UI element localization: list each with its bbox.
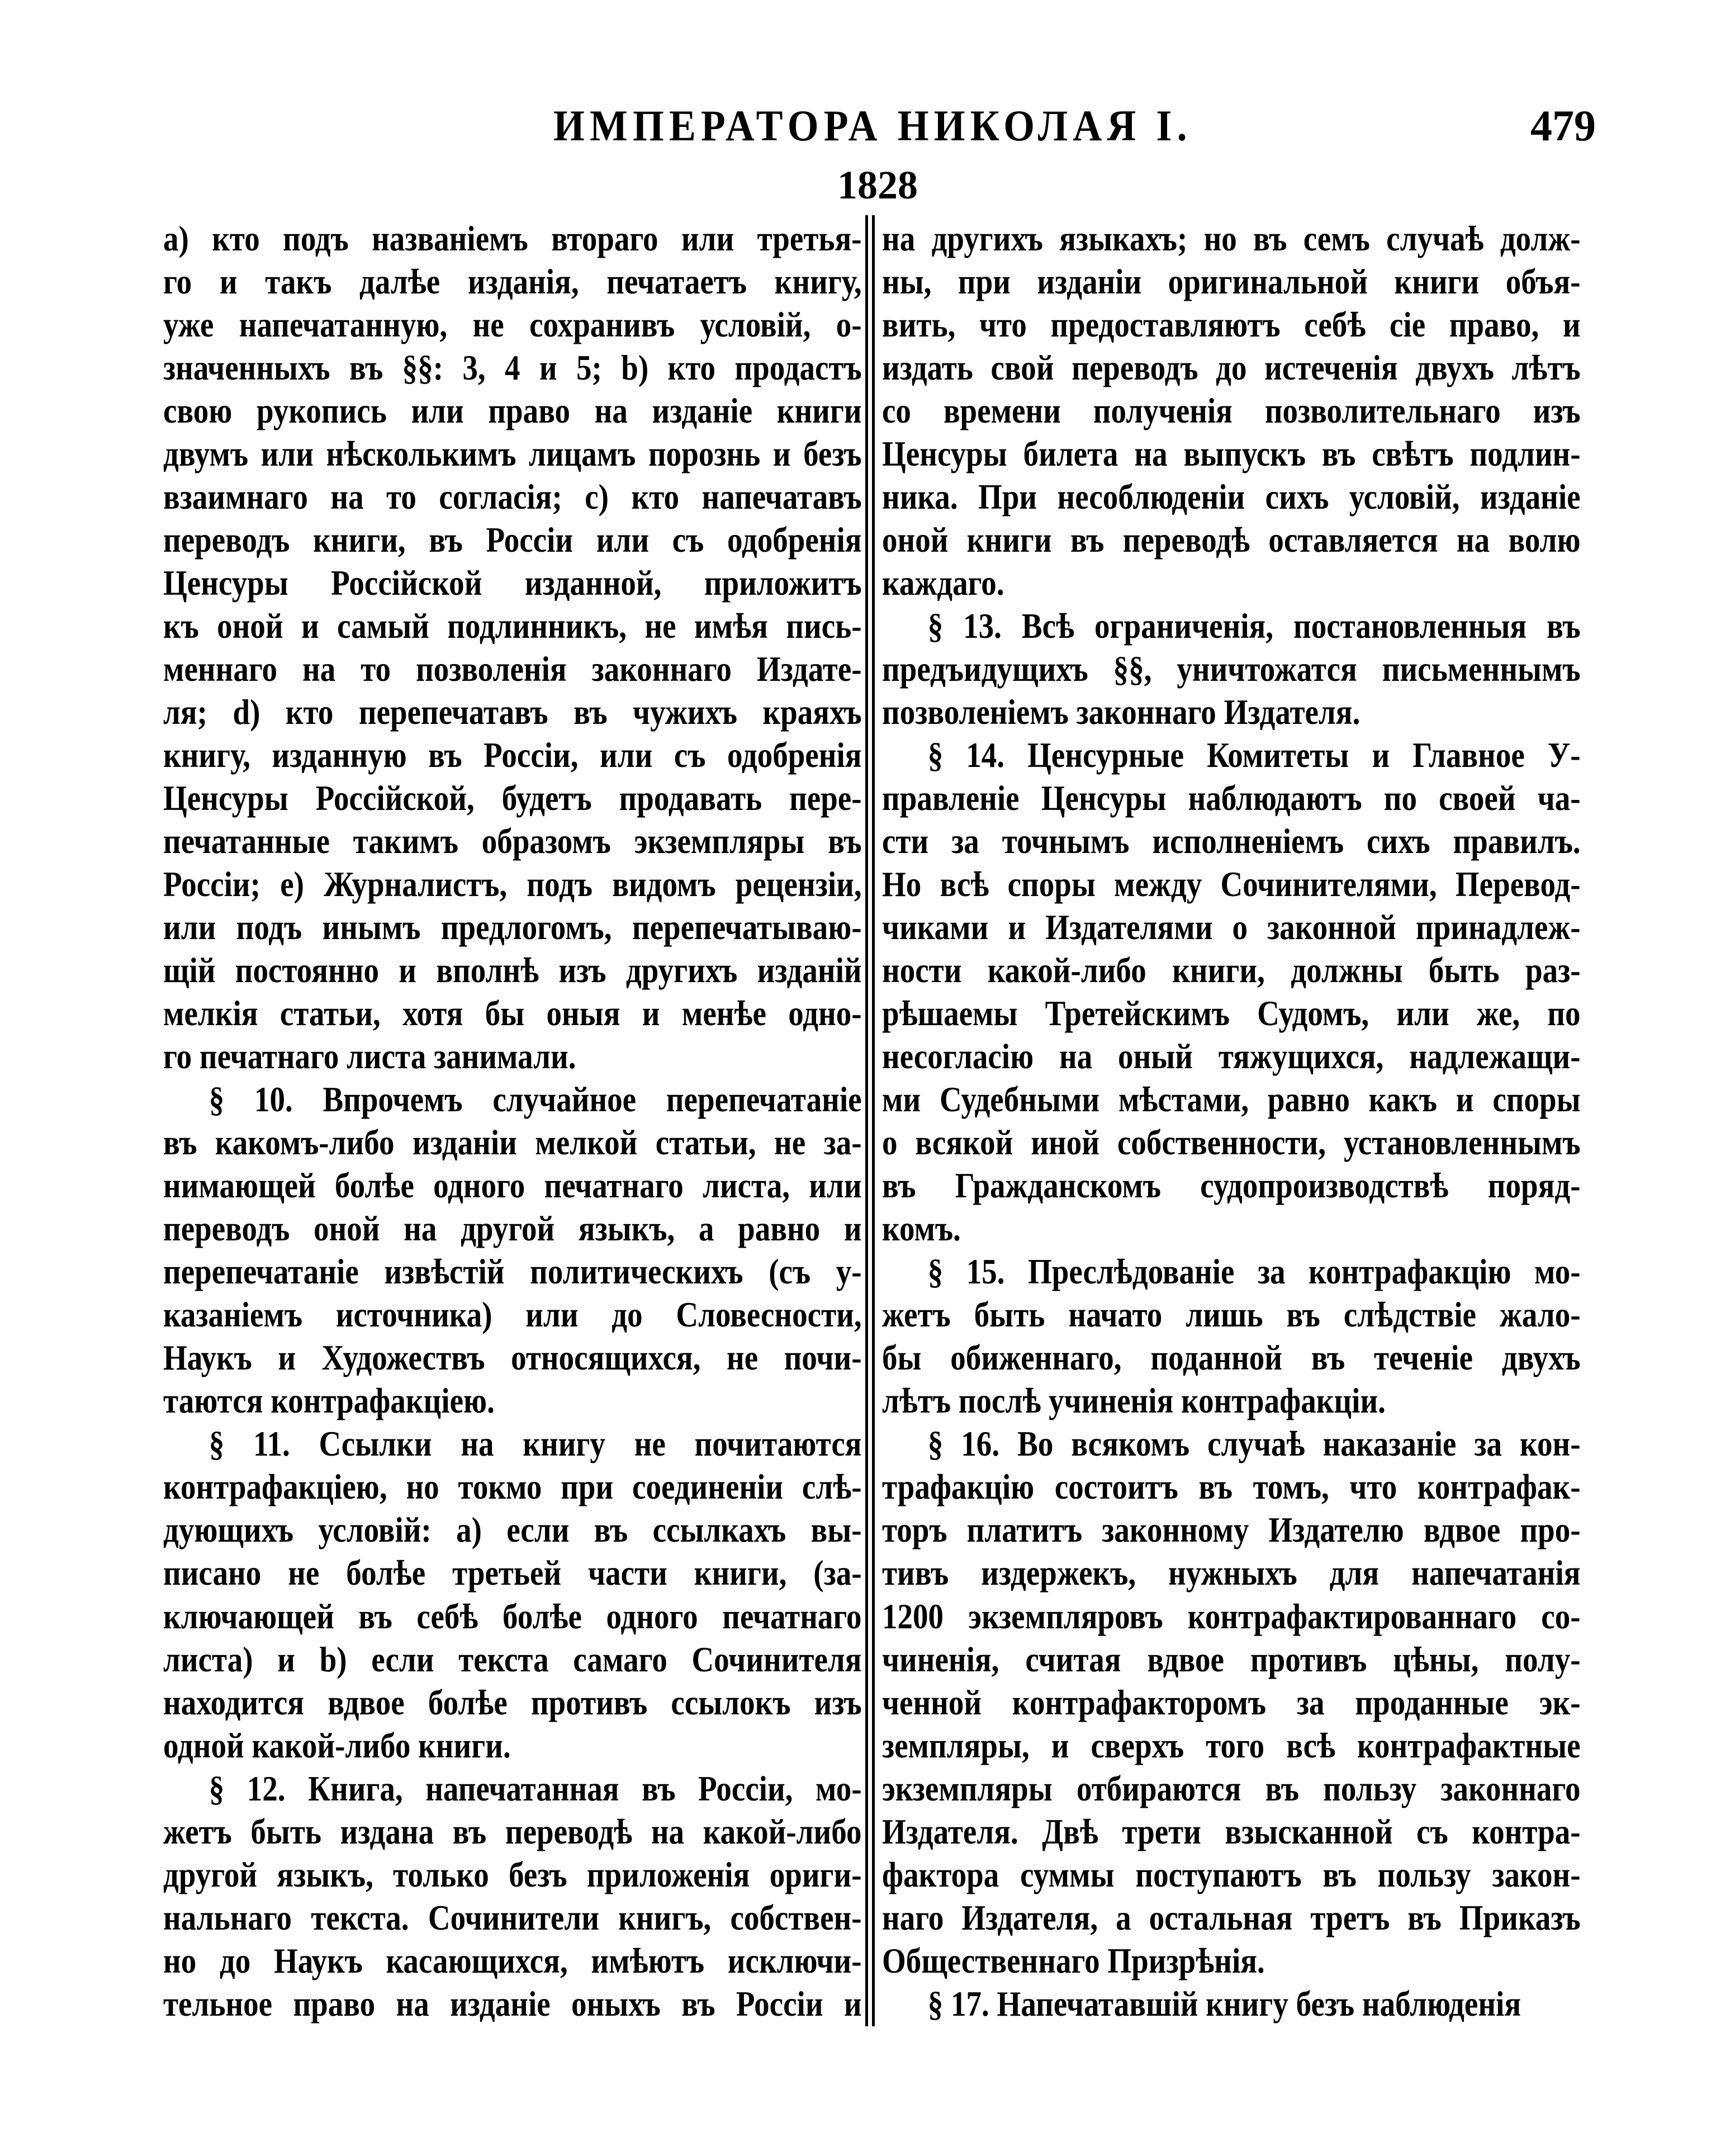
text-line: взаимнаго на то согласія; c) кто напечатавъ xyxy=(163,477,862,517)
text-line: печатанные такимъ образомъ экземпляры въ xyxy=(163,821,862,861)
text-line: перепечатаніе извѣстій политическихъ (съ у- xyxy=(163,1252,862,1292)
text-line: одной какой-либо книги. xyxy=(163,1725,511,1765)
text-line: уже напечатанную, не сохранивъ условій, о- xyxy=(163,305,862,345)
text-line: о всякой иной собственности, установленнымъ xyxy=(882,1122,1581,1163)
text-line: трафакцію состоитъ въ томъ, что контрафак- xyxy=(882,1467,1581,1507)
text-line: меннаго на то позволенія законнаго Издате- xyxy=(163,649,862,689)
text-line: чиненія, считая вдвое противъ цѣны, полу- xyxy=(882,1639,1581,1679)
paragraph-start-line: § 17. Напечатавшій книгу безъ наблюденія xyxy=(927,1983,1521,2024)
text-line: Ценсуры билета на выпускъ въ свѣтъ подлин- xyxy=(882,434,1581,474)
text-line: Но всѣ споры между Сочинителями, Перевод- xyxy=(882,864,1581,904)
text-line: нальнаго текста. Сочинители книгъ, собствен- xyxy=(163,1897,862,1937)
text-line: контрафакціею, но токмо при соединеніи слѣ- xyxy=(163,1467,862,1507)
text-line: Издателя. Двѣ трети взысканной съ контра- xyxy=(882,1811,1581,1851)
text-line: ника. При несоблюденіи сихъ условій, изданіе xyxy=(882,477,1581,517)
paragraph-start-line: § 15. Преслѣдованіе за контрафакцію мо- xyxy=(927,1252,1581,1292)
text-line: бы обиженнаго, поданной въ теченіе двухъ xyxy=(882,1338,1581,1378)
paragraph-start-line: § 10. Впрочемъ случайное перепечатаніе xyxy=(208,1079,862,1120)
paragraph-start-line: § 16. Во всякомъ случаѣ наказаніе за кон- xyxy=(927,1424,1581,1464)
text-line: жетъ быть начато лишь въ слѣдствіе жало- xyxy=(882,1295,1581,1335)
text-line: дующихъ условій: a) если въ ссылкахъ вы- xyxy=(163,1510,862,1550)
text-line: экземпляры отбираются въ пользу законнаго xyxy=(882,1768,1581,1808)
text-line: Россіи; e) Журналистъ, подъ видомъ рецензіи, xyxy=(163,864,862,904)
right-column xyxy=(882,217,1581,2025)
divider-rule xyxy=(865,215,868,2026)
text-line: Ценсуры Россійской изданной, приложитъ xyxy=(163,563,862,603)
text-line: щій постоянно и вполнѣ изъ другихъ изданій xyxy=(163,950,862,991)
text-line: ключающей въ себѣ болѣе одного печатнаго xyxy=(163,1596,862,1636)
text-line: 1200 экземпляровъ контрафактированнаго со- xyxy=(882,1596,1581,1636)
divider-rule xyxy=(872,215,875,2026)
text-line: каждаго. xyxy=(882,563,1004,603)
text-line: жетъ быть издана въ переводѣ на какой-либо xyxy=(163,1811,862,1851)
text-line: вить, что предоставляютъ себѣ сіе право, и xyxy=(882,305,1581,345)
text-line: къ оной и самый подлинникъ, не имѣя пись- xyxy=(163,606,862,646)
text-line: a) кто подъ названіемъ втораго или третья- xyxy=(163,219,862,258)
text-line: значенныхъ въ §§: 3, 4 и 5; b) кто продастъ xyxy=(163,348,862,388)
text-line: издать свой переводъ до истеченія двухъ лѣтъ xyxy=(882,348,1581,388)
text-line: казаніемъ источника) или до Словесности, xyxy=(163,1295,862,1335)
text-line: го печатнаго листа занимали. xyxy=(163,1036,576,1077)
text-line: комъ. xyxy=(882,1209,961,1249)
page-header xyxy=(0,101,1735,162)
text-line: чиками и Издателями о законной принадлеж- xyxy=(882,907,1581,947)
text-line: тельное право на изданіе оныхъ въ Россіи и xyxy=(163,1983,862,2024)
paragraph-start-line: § 12. Книга, напечатанная въ Россіи, мо- xyxy=(208,1768,862,1808)
text-line: Общественнаго Призрѣнія. xyxy=(882,1940,1265,1980)
running-title: ИМПЕРАТОРА НИКОЛАЯ I. xyxy=(553,101,1192,150)
text-line: другой языкъ, только безъ приложенія ориги- xyxy=(163,1854,862,1894)
text-line: ности какой-либо книги, должны быть раз- xyxy=(882,950,1581,991)
text-line: оной книги въ переводѣ оставляется на волю xyxy=(882,520,1581,560)
text-line: въ какомъ-либо изданіи мелкой статьи, не за- xyxy=(163,1122,862,1163)
text-line: лѣтъ послѣ учиненія контрафакціи. xyxy=(882,1381,1386,1421)
text-line: Наукъ и Художествъ относящихся, не почи- xyxy=(163,1338,862,1378)
text-line: земпляры, и сверхъ того всѣ контрафактные xyxy=(882,1725,1581,1765)
left-column xyxy=(163,217,862,2025)
text-line: на другихъ языкахъ; но въ семъ случаѣ долж- xyxy=(882,219,1581,258)
text-line: но до Наукъ касающихся, имѣютъ исключи- xyxy=(163,1940,862,1980)
text-line: листа) и b) если текста самаго Сочинителя xyxy=(163,1639,862,1679)
text-line: ченной контрафакторомъ за проданные эк- xyxy=(882,1682,1581,1722)
text-line: торъ платитъ законному Издателю вдвое про- xyxy=(882,1510,1581,1550)
text-line: Ценсуры Россійской, будетъ продавать пере- xyxy=(163,778,862,818)
text-line: таются контрафакціею. xyxy=(163,1381,495,1421)
text-line: свою рукопись или право на изданіе книги xyxy=(163,391,862,431)
text-line: позволеніемъ законнаго Издателя. xyxy=(882,692,1360,732)
year-heading: 1828 xyxy=(837,163,918,207)
text-line: предъидущихъ §§, уничтожатся письменнымъ xyxy=(882,649,1581,689)
text-line: ми Судебными мѣстами, равно какъ и споры xyxy=(882,1079,1581,1120)
text-line: рѣшаемы Третейскимъ Судомъ, или же, по xyxy=(882,993,1581,1034)
text-line: го и такъ далѣе изданія, печатаетъ книгу, xyxy=(163,262,862,302)
text-line: сти за точнымъ исполненіемъ сихъ правилъ. xyxy=(882,821,1581,861)
text-line: въ Гражданскомъ судопроизводствѣ поряд- xyxy=(882,1165,1581,1206)
text-line: фактора суммы поступаютъ въ пользу закон- xyxy=(882,1854,1581,1894)
text-line: нимающей болѣе одного печатнаго листа, или xyxy=(163,1165,862,1206)
paragraph-start-line: § 13. Всѣ ограниченія, постановленныя въ xyxy=(927,606,1581,646)
text-line: или подъ инымъ предлогомъ, перепечатываю- xyxy=(163,907,862,947)
text-line: мелкія статьи, хотя бы оныя и менѣе одно- xyxy=(163,993,862,1034)
paragraph-start-line: § 11. Ссылки на книгу не почитаются xyxy=(208,1424,862,1464)
text-line: правленіе Ценсуры наблюдаютъ по своей ча- xyxy=(882,778,1581,818)
text-line: переводъ оной на другой языкъ, а равно и xyxy=(163,1209,862,1249)
text-line: находится вдвое болѣе противъ ссылокъ изъ xyxy=(163,1682,862,1722)
text-line: несогласію на оный тяжущихся, надлежащи- xyxy=(882,1036,1581,1077)
text-line: тивъ издержекъ, нужныхъ для напечатанія xyxy=(882,1553,1581,1593)
text-line: книгу, изданную въ Россіи, или съ одобренія xyxy=(163,735,862,775)
text-line: двумъ или нѣсколькимъ лицамъ порознь и безъ xyxy=(163,434,862,474)
text-line: писано не болѣе третьей части книги, (за- xyxy=(163,1553,862,1593)
text-line: ны, при изданіи оригинальной книги объя- xyxy=(882,262,1581,302)
text-line: наго Издателя, а остальная третъ въ Приказъ xyxy=(882,1897,1581,1937)
text-line: ля; d) кто перепечатавъ въ чужихъ краяхъ xyxy=(163,692,862,732)
paragraph-start-line: § 14. Ценсурные Комитеты и Главное У- xyxy=(927,735,1581,775)
column-divider xyxy=(865,215,875,2026)
text-line: переводъ книги, въ Россіи или съ одобренія xyxy=(163,520,862,560)
text-line: со времени полученія позволительнаго изъ xyxy=(882,391,1581,431)
page-number: 479 xyxy=(1530,101,1596,150)
